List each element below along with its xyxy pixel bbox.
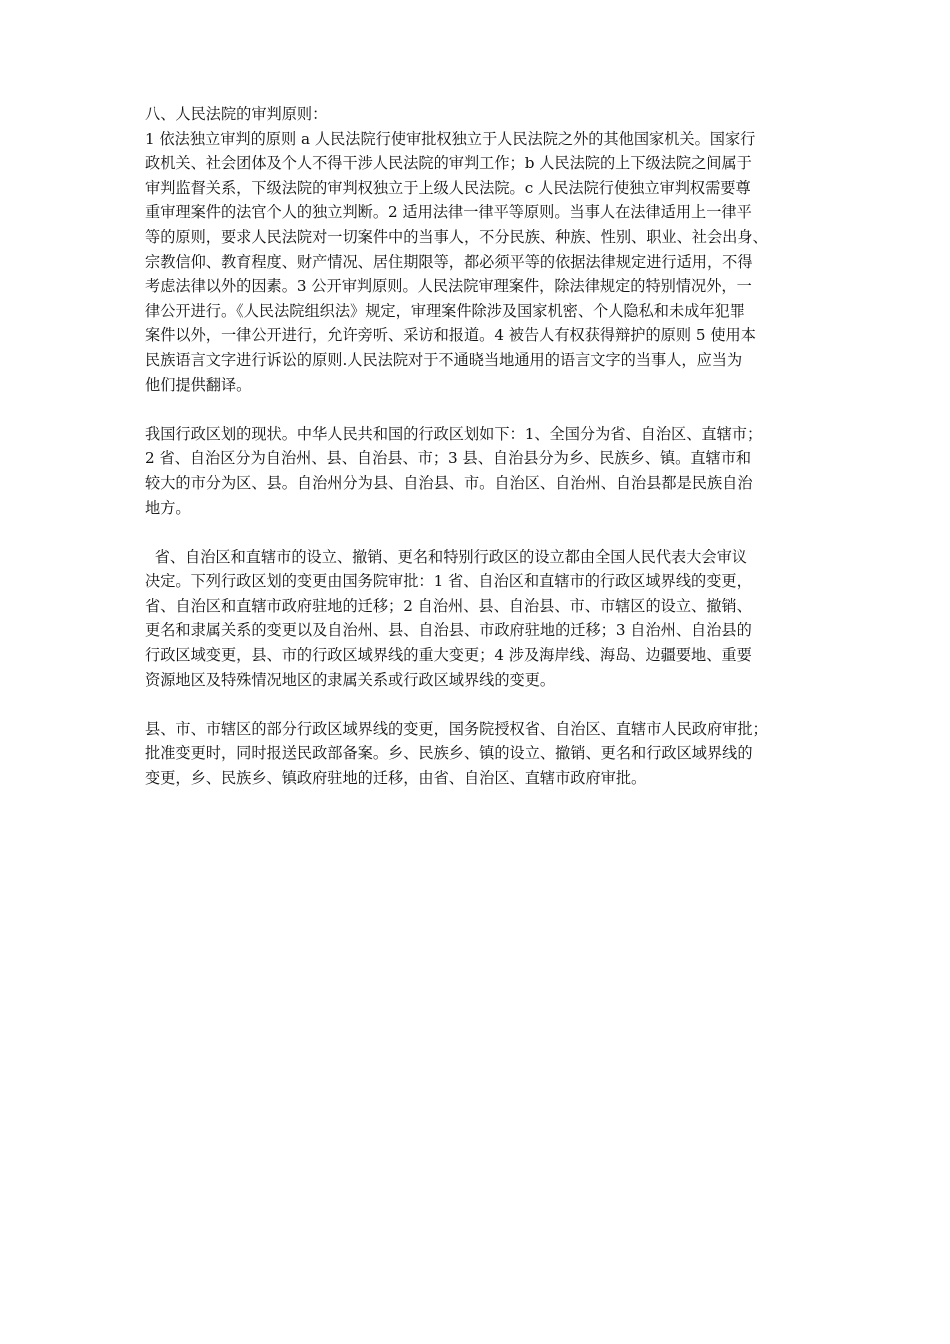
paragraph-line: 宗教信仰、教育程度、财产情况、居住期限等，都必须平等的依据法律规定进行适用，不得 [145, 252, 753, 271]
paragraph-line: 决定。下列行政区划的变更由国务院审批：1 省、自治区和直辖市的行政区域界线的变更， [145, 572, 752, 591]
paragraph-line: 更名和隶属关系的变更以及自治州、县、自治县、市政府驻地的迁移；3 自治州、自治县的 [145, 621, 752, 640]
paragraph-spacer [145, 520, 823, 545]
paragraph-line: 我国行政区划的现状。中华人民共和国的行政区划如下：1、全国分为省、自治区、直辖市； [145, 424, 763, 443]
paragraph-line: 行政区域变更，县、市的行政区域界线的重大变更；4 涉及海岸线、海岛、边疆要地、重要 [145, 646, 752, 665]
paragraph-line: 资源地区及特殊情况地区的隶属关系或行政区域界线的变更。 [145, 670, 556, 689]
paragraph-admin-divisions [145, 422, 823, 520]
paragraph-boundary-changes [145, 717, 823, 791]
paragraph-line: 政机关、社会团体及个人不得干涉人民法院的审判工作；b 人民法院的上下级法院之间属于 [145, 154, 752, 173]
paragraph-line: 省、自治区和直辖市的设立、撤销、更名和特别行政区的设立都由全国人民代表大会审议 [145, 547, 747, 566]
paragraph-court-principles [145, 102, 823, 397]
paragraph-line: 律公开进行。《人民法院组织法》规定，审理案件除涉及国家机密、个人隐私和未成年犯罪 [145, 301, 745, 320]
paragraph-line: 批准变更时，同时报送民政部备案。乡、民族乡、镇的设立、撤销、更名和行政区域界线的 [145, 744, 753, 763]
paragraph-line: 他们提供翻译。 [145, 375, 252, 394]
paragraph-line: 重审理案件的法官个人的独立判断。2 适用法律一律平等原则。当事人在法律适用上一律平 [145, 203, 752, 222]
paragraph-line: 民族语言文字进行诉讼的原则.人民法院对于不通晓当地通用的语言文字的当事人，应当为 [145, 350, 743, 369]
paragraph-line: 地方。 [145, 498, 191, 517]
paragraph-line: 2 省、自治区分为自治州、县、自治县、市；3 县、自治县分为乡、民族乡、镇。直辖市和 [145, 449, 752, 468]
paragraph-spacer [145, 397, 823, 422]
paragraph-line: 考虑法律以外的因素。3 公开审判原则。人民法院审理案件，除法律规定的特别情况外，一 [145, 277, 752, 296]
paragraph-line: 较大的市分为区、县。自治州分为县、自治县、市。自治区、自治州、自治县都是民族自治 [145, 473, 753, 492]
paragraph-division-approval [145, 545, 823, 693]
paragraph-line: 审判监督关系，下级法院的审判权独立于上级人民法院。c 人民法院行使独立审判权需要尊 [145, 178, 751, 197]
paragraph-line: 省、自治区和直辖市政府驻地的迁移；2 自治州、县、自治县、市、市辖区的设立、撤销、 [145, 596, 752, 615]
paragraph-line: 变更，乡、民族乡、镇政府驻地的迁移，由省、自治区、直辖市政府审批。 [145, 769, 647, 788]
document-body [145, 102, 823, 791]
paragraph-line: 1 依法独立审判的原则 a 人民法院行使审批权独立于人民法院之外的其他国家机关。国家行 [145, 129, 756, 148]
paragraph-line: 县、市、市辖区的部分行政区域界线的变更，国务院授权省、自治区、直辖市人民政府审批； [145, 719, 768, 738]
paragraph-line: 案件以外，一律公开进行，允许旁听、采访和报道。4 被告人有权获得辩护的原则 5 使用本 [145, 326, 756, 345]
paragraph-line: 等的原则，要求人民法院对一切案件中的当事人，不分民族、种族、性别、职业、社会出身、 [145, 227, 768, 246]
paragraph-line: 八、人民法院的审判原则： [145, 105, 328, 123]
paragraph-spacer [145, 692, 823, 717]
